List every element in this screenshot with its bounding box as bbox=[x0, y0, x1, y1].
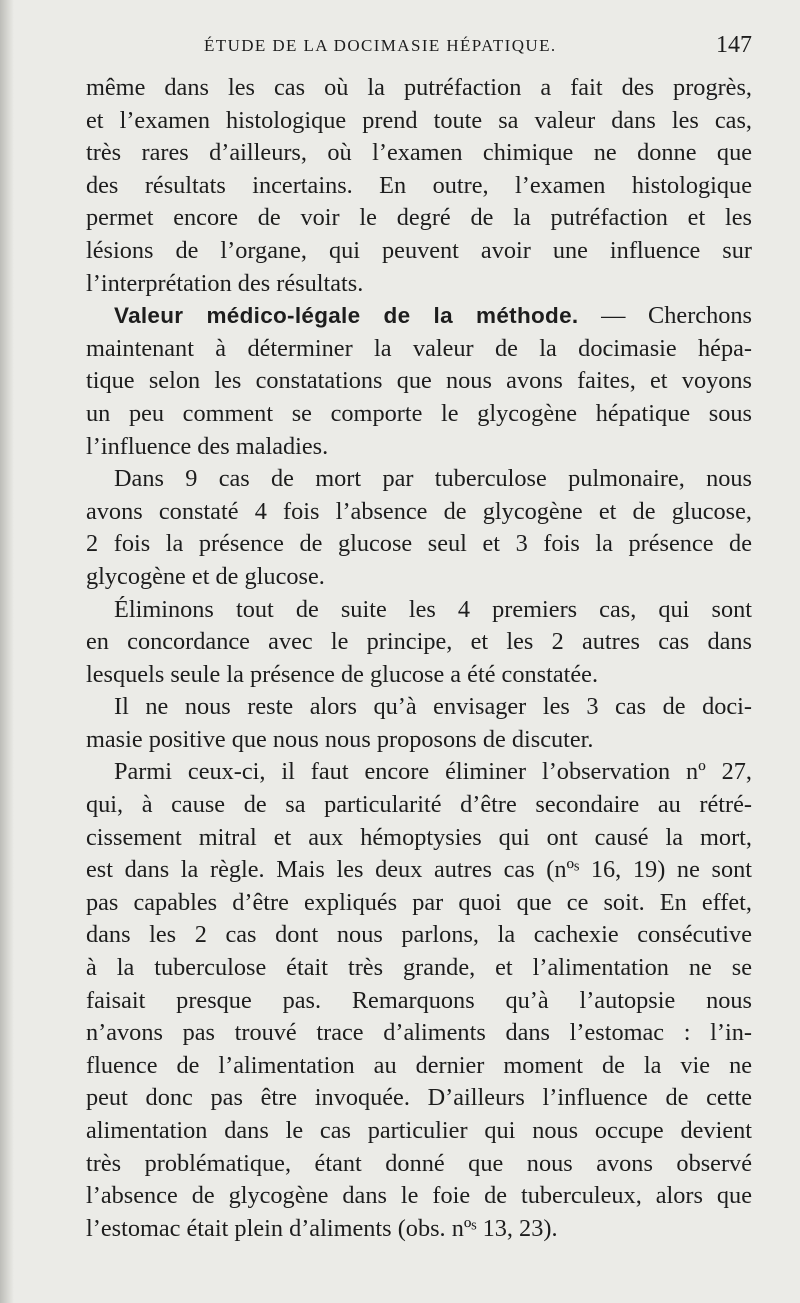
text-line: l’absence de glycogène dans le foie de tuberculeux, alors que bbox=[86, 1182, 752, 1210]
text-line: lésions de l’organe, qui peuvent avoir une influence sur bbox=[86, 236, 752, 264]
page-number: 147 bbox=[716, 32, 752, 58]
text-line: permet encore de voir le degré de la putréfaction et les bbox=[86, 204, 752, 232]
text-line: avons constaté 4 fois l’absence de glycogène et de glucose, bbox=[86, 497, 752, 525]
page-edge-shadow bbox=[0, 0, 14, 1303]
text-line: masie positive que nous nous proposons de discuter. bbox=[86, 725, 594, 753]
text-line: Il ne nous reste alors qu’à envisager les 3 cas de doci- bbox=[114, 693, 752, 721]
text-line: très rares d’ailleurs, où l’examen chimique ne donne que bbox=[86, 139, 752, 167]
text-line: 2 fois la présence de glucose seul et 3 fois la présence de bbox=[86, 530, 752, 558]
text-line: qui, à cause de sa particularité d’être secondaire au rétré- bbox=[86, 791, 752, 819]
text-line: des résultats incertains. En outre, l’examen histologique bbox=[86, 171, 752, 199]
text-line: maintenant à déterminer la valeur de la docimasie hépa- bbox=[86, 334, 752, 362]
text-line: Éliminons tout de suite les 4 premiers cas, qui sont bbox=[114, 595, 752, 623]
text-line: dans les 2 cas dont nous parlons, la cachexie consécutive bbox=[86, 921, 752, 949]
text-line: fluence de l’alimentation au dernier moment de la vie ne bbox=[86, 1051, 752, 1079]
text-line: tique selon les constatations que nous avons faites, et voyons bbox=[86, 367, 752, 395]
text-line: pas capables d’être expliqués par quoi que ce soit. En effet, bbox=[86, 888, 752, 916]
section-heading-continuation: — Cherchons bbox=[578, 302, 752, 330]
text-line: faisait presque pas. Remarquons qu’à l’autopsie nous bbox=[86, 986, 752, 1014]
text-line: très problématique, étant donné que nous avons observé bbox=[86, 1149, 752, 1177]
text-line: l’estomac était plein d’aliments (obs. nºˢ 13, 23). bbox=[86, 1214, 558, 1242]
text-line: glycogène et de glucose. bbox=[86, 562, 325, 590]
text-line: est dans la règle. Mais les deux autres cas (nºˢ 16, 19) ne sont bbox=[86, 856, 752, 884]
text-line: lesquels seule la présence de glucose a été constatée. bbox=[86, 660, 599, 688]
text-line: Parmi ceux-ci, il faut encore éliminer l’observation nº 27, bbox=[114, 758, 752, 786]
running-header bbox=[86, 32, 752, 62]
text-line: en concordance avec le principe, et les 2 autres cas dans bbox=[86, 628, 752, 656]
body-text bbox=[86, 72, 752, 1245]
text-line: à la tuberculose était très grande, et l’alimentation ne se bbox=[86, 954, 752, 982]
section-heading-line bbox=[86, 300, 752, 333]
text-line: l’interprétation des résultats. bbox=[86, 269, 364, 297]
text-line: cissement mitral et aux hémoptysies qui ont causé la mort, bbox=[86, 823, 752, 851]
running-title: ÉTUDE DE LA DOCIMASIE HÉPATIQUE. bbox=[204, 36, 557, 55]
text-line: peut donc pas être invoquée. D’ailleurs l’influence de cette bbox=[86, 1084, 752, 1112]
text-line: n’avons pas trouvé trace d’aliments dans l’estomac : l’in- bbox=[86, 1019, 752, 1047]
text-line: un peu comment se comporte le glycogène hépatique sous bbox=[86, 399, 752, 427]
text-line: Dans 9 cas de mort par tuberculose pulmonaire, nous bbox=[114, 465, 752, 493]
section-heading: Valeur médico-légale de la méthode. bbox=[114, 303, 579, 329]
text-line: alimentation dans le cas particulier qui nous occupe devient bbox=[86, 1117, 752, 1144]
text-line: même dans les cas où la putréfaction a fait des progrès, bbox=[86, 74, 752, 101]
text-line: l’influence des maladies. bbox=[86, 432, 329, 460]
text-line: et l’examen histologique prend toute sa valeur dans les cas, bbox=[86, 106, 752, 134]
